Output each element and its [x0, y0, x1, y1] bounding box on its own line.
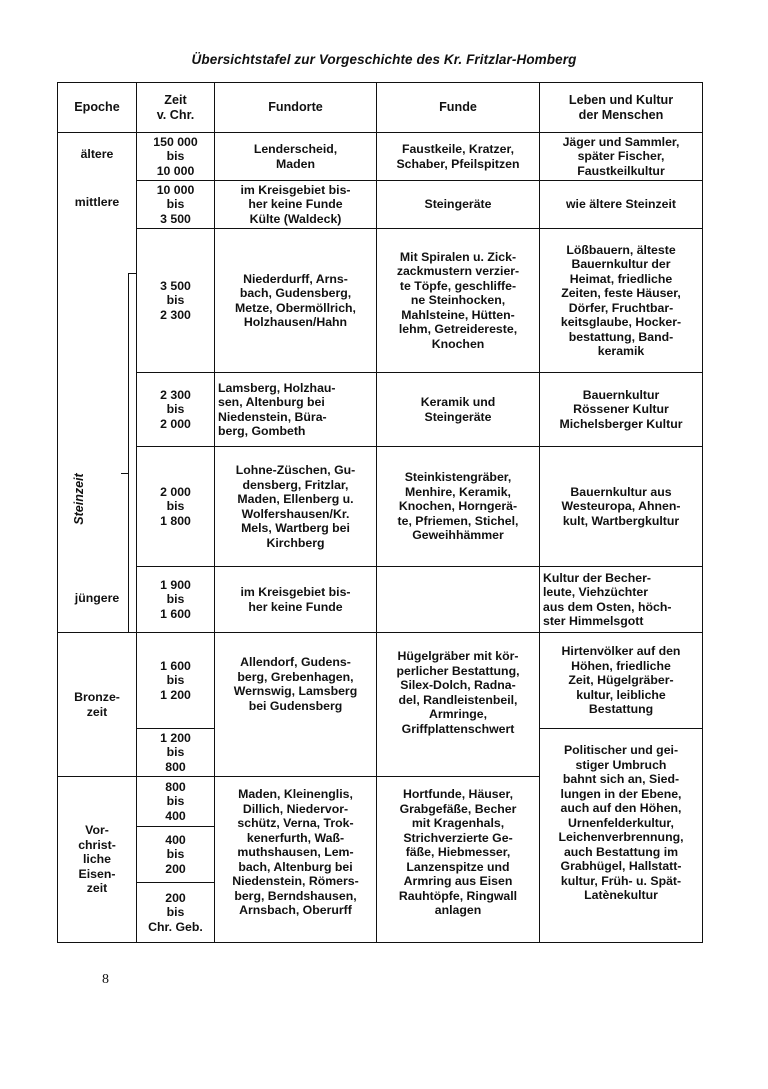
- fundorte-cell: im Kreisgebiet bis- her keine Funde Külte (Waldeck): [215, 181, 377, 229]
- zeit-cell: 3 500 bis 2 300: [137, 229, 215, 373]
- leben-cell: Kultur der Becher- leute, Viehzüchter aus dem Osten, höch- ster Himmelsgott: [540, 567, 703, 633]
- zeit-cell: 1 600 bis 1 200: [137, 633, 215, 729]
- table-row: [58, 567, 703, 633]
- funde-cell: [377, 567, 540, 633]
- fundorte-cell: Lenderscheid, Maden: [215, 133, 377, 181]
- table-row: [58, 373, 703, 447]
- steinzeit-brace-tip: [121, 473, 129, 475]
- funde-cell: Mit Spiralen u. Zick- zackmustern verzier- te Töpfe, geschliffe- ne Steinhocken, Mahlsteine, Hütten- lehm, Getreidereste, Knochen: [377, 229, 540, 373]
- prehistory-table: [57, 82, 703, 943]
- steinzeit-brace: [128, 273, 137, 633]
- zeit-cell: 2 300 bis 2 000: [137, 373, 215, 447]
- epoch-eisenzeit: Vor- christ- liche Eisen- zeit: [58, 777, 137, 943]
- leben-cell: Bauernkultur aus Westeuropa, Ahnen- kult, Wartbergkultur: [540, 447, 703, 567]
- fundorte-cell: Maden, Kleinenglis, Dillich, Niedervor- schütz, Verna, Trok- kenerfurth, Waß- muthshausen, Lem- bach, Altenburg bei Niedenstein, Römers- berg, Berndshausen, Arnsbach, Oberurff: [215, 777, 377, 943]
- table-row: [58, 633, 703, 729]
- leben-cell: Jäger und Sammler, später Fischer, Faustkeilkultur: [540, 133, 703, 181]
- page-title: Übersichtstafel zur Vorgeschichte des Kr. Fritzlar-Homberg: [191, 52, 577, 67]
- zeit-cell: 800 bis 400: [137, 777, 215, 827]
- funde-cell: Steinkistengräber, Menhire, Keramik, Knochen, Horngerä- te, Pfriemen, Stichel, Geweihhämmer: [377, 447, 540, 567]
- leben-cell: Lößbauern, älteste Bauernkultur der Heimat, friedliche Zeiten, feste Häuser, Dörfer, Fruchtbar- keitsglaube, Hocker- bestattung, Band- keramik: [540, 229, 703, 373]
- header-leben: Leben und Kultur der Menschen: [540, 83, 703, 133]
- funde-cell: Keramik und Steingeräte: [377, 373, 540, 447]
- fundorte-cell: Lamsberg, Holzhau- sen, Altenburg bei Niedenstein, Büra- berg, Gombeth: [215, 373, 377, 447]
- funde-cell: Hügelgräber mit kör- perlicher Bestattung, Silex-Dolch, Radna- del, Randleistenbeil, Armringe, Griffplattenschwert: [377, 633, 540, 777]
- epoch-mittlere: mittlere: [74, 195, 120, 209]
- epoch-bronzezeit: Bronze- zeit: [58, 633, 137, 777]
- fundorte-cell: im Kreisgebiet bis- her keine Funde: [215, 567, 377, 633]
- header-funde: Funde: [377, 83, 540, 133]
- zeit-cell: 200 bis Chr. Geb.: [137, 883, 215, 943]
- table-row: [58, 181, 703, 229]
- epoch-aeltere: ältere: [80, 147, 114, 161]
- zeit-cell: 10 000 bis 3 500: [137, 181, 215, 229]
- leben-cell: Politischer und gei- stiger Umbruch bahnt sich an, Sied- lungen in der Ebene, auch auf den Höhen, Urnenfelderkultur, Leichenverbrennung, auch Bestattung im Grabhügel, Hallstatt- kultur, Früh- u. Spät- Latènekultur: [540, 729, 703, 943]
- leben-cell: wie ältere Steinzeit: [540, 181, 703, 229]
- table-row: [58, 229, 703, 373]
- epoch-steinzeit: Steinzeit: [72, 473, 86, 525]
- fundorte-cell: Niederdurff, Arns- bach, Gudensberg, Metze, Obermöllrich, Holzhausen/Hahn: [215, 229, 377, 373]
- header-row: [58, 83, 703, 133]
- zeit-cell: 2 000 bis 1 800: [137, 447, 215, 567]
- fundorte-cell: Lohne-Züschen, Gu- densberg, Fritzlar, Maden, Ellenberg u. Wolfershausen/Kr. Mels, Wartberg bei Kirchberg: [215, 447, 377, 567]
- funde-cell: Hortfunde, Häuser, Grabgefäße, Becher mit Kragenhals, Strichverzierte Ge- fäße, Hiebmesser, Lanzenspitze und Armring aus Eisen Rauhtöpfe, Ringwall anlagen: [377, 777, 540, 943]
- header-epoche: Epoche: [58, 83, 137, 133]
- page-number: 8: [102, 972, 109, 987]
- zeit-cell: 1 200 bis 800: [137, 729, 215, 777]
- epoch-juengere: jüngere: [74, 591, 120, 605]
- table-row: [58, 447, 703, 567]
- epoch-steinzeit-cell: [58, 133, 137, 633]
- fundorte-cell: Allendorf, Gudens- berg, Grebenhagen, Wernswig, Lamsberg bei Gudensberg: [215, 633, 377, 777]
- zeit-cell: 150 000 bis 10 000: [137, 133, 215, 181]
- zeit-cell: 400 bis 200: [137, 827, 215, 883]
- header-fundorte: Fundorte: [215, 83, 377, 133]
- leben-cell: Hirtenvölker auf den Höhen, friedliche Zeit, Hügelgräber- kultur, leibliche Bestattung: [540, 633, 703, 729]
- header-zeit: Zeit v. Chr.: [137, 83, 215, 133]
- funde-cell: Faustkeile, Kratzer, Schaber, Pfeilspitzen: [377, 133, 540, 181]
- zeit-cell: 1 900 bis 1 600: [137, 567, 215, 633]
- funde-cell: Steingeräte: [377, 181, 540, 229]
- table-row: [58, 133, 703, 181]
- leben-cell: Bauernkultur Rössener Kultur Michelsberger Kultur: [540, 373, 703, 447]
